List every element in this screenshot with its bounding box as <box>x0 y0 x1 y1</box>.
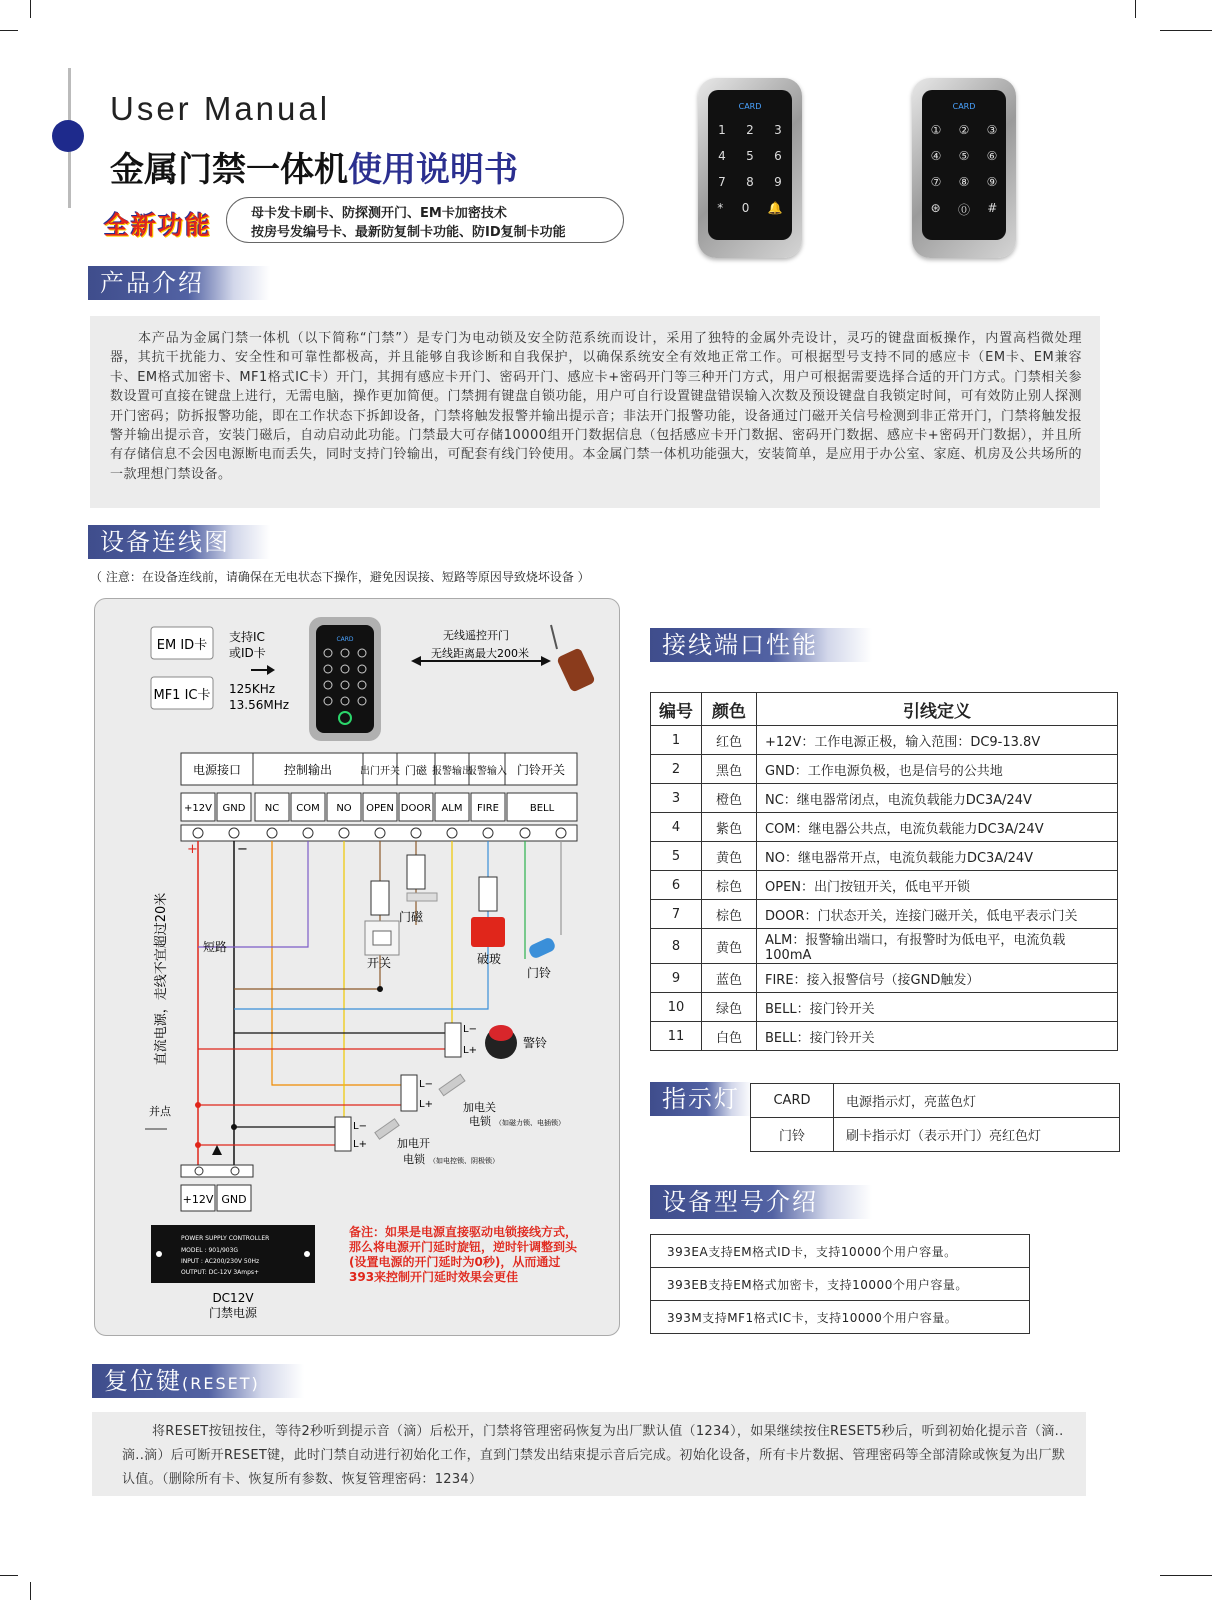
arrow-right-icon <box>251 665 275 675</box>
table-row <box>651 1268 1030 1301</box>
terminal-no: NO <box>336 803 352 814</box>
port-definition: BELL：接门铃开关 <box>757 993 1118 1022</box>
lock2-line1: 加电开 <box>397 1137 430 1150</box>
lock2-line2: 电锁 <box>403 1153 425 1166</box>
features-capsule <box>226 197 624 243</box>
keypad-row <box>708 175 792 189</box>
indicator-table <box>750 1083 1120 1152</box>
wiring-note: （ 注意：在设备连线前，请确保在无电状态下操作，避免因误接、短路等原因导致烧坏设备 ） <box>90 570 590 584</box>
psu-screw <box>304 1251 310 1257</box>
crop-mark <box>0 1575 18 1576</box>
crop-mark <box>30 1582 31 1600</box>
alarm-label: 警铃 <box>523 1036 548 1050</box>
lock1-line1: 加电关 <box>463 1101 496 1114</box>
port-definition: FIRE：接入报警信号（接GND触发） <box>757 964 1118 993</box>
junction-dot <box>231 1124 237 1130</box>
port-color: 红色 <box>702 726 757 755</box>
keypad-key: 3 <box>774 123 782 137</box>
terminal-fire: FIRE <box>477 803 499 814</box>
crop-mark <box>30 0 31 18</box>
keypad-key: 🔔 <box>767 201 783 215</box>
port-definition: COM：继电器公共点，电流负载能力DC3A/24V <box>757 813 1118 842</box>
crop-mark <box>1160 1575 1212 1576</box>
header-dot <box>52 120 84 152</box>
arrow-up-icon <box>212 1145 222 1155</box>
terminal-gnd: GND <box>222 803 246 814</box>
table-row <box>651 1022 1118 1051</box>
user-manual-title: User Manual <box>110 90 331 127</box>
port-color: 黑色 <box>702 755 757 784</box>
port-color: 棕色 <box>702 871 757 900</box>
remote-line-2: 无线距离最大200米 <box>431 647 529 660</box>
keypad-key: ⑨ <box>986 175 998 189</box>
door-sensor-label: 门磁 <box>399 910 424 924</box>
keypad-key: 5 <box>746 149 754 163</box>
port-number: 5 <box>651 842 702 871</box>
short-label: 短路 <box>203 940 228 954</box>
port-color: 白色 <box>702 1022 757 1051</box>
lock2-l-minus: L− <box>353 1121 367 1132</box>
remote-antenna <box>551 625 557 649</box>
keypad-key: 4 <box>718 149 726 163</box>
fire-terminal <box>479 877 497 911</box>
card-label: CARD <box>738 102 762 111</box>
group-alarm-in: 报警输入 <box>467 766 507 777</box>
port-number: 4 <box>651 813 702 842</box>
reset-heading <box>92 1364 304 1398</box>
indicator-name: CARD <box>751 1084 834 1118</box>
crop-mark <box>1160 30 1212 31</box>
keypad-key: ⑤ <box>958 149 970 163</box>
port-definition: BELL：接门铃开关 <box>757 1022 1118 1051</box>
port-color: 黄色 <box>702 842 757 871</box>
port-definition: ALM：报警输出端口，有报警时为低电平，电流负载100mA <box>757 929 1118 964</box>
psu-terminal-gnd: GND <box>221 1193 247 1206</box>
em-card-label: EM ID卡 <box>156 638 208 653</box>
group-alarm-out: 报警输出 <box>432 766 472 777</box>
door-terminal <box>407 855 425 889</box>
port-number: 1 <box>651 726 702 755</box>
break-glass-label: 破玻 <box>477 952 502 966</box>
terminal-com: COM <box>296 803 320 814</box>
keypad-key: 8 <box>746 175 754 189</box>
model-row: 393M支持MF1格式IC卡，支持10000个用户容量。 <box>651 1301 1030 1334</box>
group-exit: 出门开关 <box>360 766 400 777</box>
port-number: 7 <box>651 900 702 929</box>
wiring-diagram <box>94 598 620 1336</box>
crop-mark <box>0 30 18 31</box>
lock2-terminal <box>335 1117 351 1151</box>
keypad-row <box>708 123 792 137</box>
keypad-key: 6 <box>774 149 782 163</box>
exit-switch-button <box>373 931 391 945</box>
table-row <box>651 784 1118 813</box>
terminal-nc: NC <box>264 803 280 814</box>
intro-heading: 产品介绍 <box>88 266 270 300</box>
lock1-l-minus: L− <box>419 1079 433 1090</box>
freq-2: 13.56MHz <box>229 698 290 712</box>
page-title <box>110 142 518 191</box>
table-row <box>651 1235 1030 1268</box>
keypad-key: 2 <box>746 123 754 137</box>
lock1-terminal <box>401 1075 417 1111</box>
lock2-l-plus: L+ <box>353 1139 367 1150</box>
keypad-device-image-alt <box>912 78 1016 258</box>
lock1-icon <box>439 1074 465 1095</box>
wire-yellow <box>335 841 344 1127</box>
keypad-device-image <box>698 78 802 258</box>
indicator-desc: 刷卡指示灯（表示开门）亮红色灯 <box>834 1118 1120 1152</box>
psu-model: MODEL : 901/903G <box>181 1247 239 1254</box>
wiring-remark: 备注：如果是电源直接驱动电锁接线方式，那么将电源开门延时旋钮，逆时针调整到头(设置电源的开门延时为0秒)，从而通过393来控制开门延时效果会更佳 <box>349 1225 578 1284</box>
table-row <box>751 1084 1120 1118</box>
support-line-2: 或ID卡 <box>229 646 266 660</box>
ports-heading: 接线端口性能 <box>650 628 872 662</box>
table-row <box>651 726 1118 755</box>
junction-dot <box>195 1142 201 1148</box>
indicator-desc: 电源指示灯，亮蓝色灯 <box>834 1084 1120 1118</box>
port-color: 绿色 <box>702 993 757 1022</box>
terminal-open: OPEN <box>366 803 394 814</box>
table-row <box>651 1301 1030 1334</box>
keypad-key: ⊛ <box>930 201 941 215</box>
keypad-key: 9 <box>774 175 782 189</box>
ports-header-num: 编号 <box>651 693 702 726</box>
arrow-right-icon <box>541 656 551 666</box>
support-line-1: 支持IC <box>229 630 265 644</box>
keypad-keys <box>708 123 792 215</box>
port-number: 9 <box>651 964 702 993</box>
keypad-row <box>708 201 792 215</box>
reset-text: 将RESET按钮按住，等待2秒听到提示音（滴）后松开，门禁将管理密码恢复为出厂默认值（1234），如果继续按住RESET5秒后，听到初始化提示音（滴..滴..滴）后可断开RESET键，此时门禁自动进行初始化工作，直到门禁发出结束提示音后完成。初始化设备，所有卡片数据、管理密码等全部清除或恢复为出厂默认值。（删除所有卡、恢复所有参数、恢复管理密码：1234） <box>122 1424 1066 1487</box>
models-heading: 设备型号介绍 <box>650 1185 872 1219</box>
keypad-row <box>922 175 1006 189</box>
psu-label-2: 门禁电源 <box>208 1306 258 1320</box>
break-glass-icon <box>471 917 505 947</box>
screw-row <box>181 825 577 841</box>
lock2-icon <box>375 1119 399 1139</box>
mini-card-label: CARD <box>336 636 354 643</box>
new-features-badge: 全新功能 <box>104 211 213 240</box>
keypad-key: 7 <box>718 175 726 189</box>
keypad-key: ② <box>958 123 970 137</box>
keypad-key: ⑥ <box>986 149 998 163</box>
psu-input: INPUT : AC200/230V 50Hz <box>181 1258 260 1265</box>
plus-sign: + <box>187 842 198 857</box>
parallel-label: 并点 <box>149 1105 171 1118</box>
table-row <box>651 755 1118 784</box>
psu-screw <box>156 1251 162 1257</box>
lock1-note: （如磁力锁、电插锁） <box>495 1119 565 1127</box>
keypad-key: ⓪ <box>957 203 970 217</box>
lock1-line2: 电锁 <box>469 1115 491 1128</box>
terminal-door: DOOR <box>400 803 432 814</box>
port-number: 6 <box>651 871 702 900</box>
terminal-alm: ALM <box>441 803 463 814</box>
wire-purple <box>198 841 308 947</box>
ports-table-body <box>651 726 1118 1051</box>
arrow-left-icon <box>411 656 421 666</box>
freq-1: 125KHz <box>229 682 276 696</box>
keypad-key: ⑦ <box>930 175 942 189</box>
door-sensor-icon <box>407 893 437 901</box>
port-definition: NC：继电器常闭点，电流负载能力DC3A/24V <box>757 784 1118 813</box>
indicator-name: 门铃 <box>751 1118 834 1152</box>
keypad-row <box>922 201 1006 218</box>
model-row: 393EA支持EM格式ID卡，支持10000个用户容量。 <box>651 1235 1030 1268</box>
port-definition: +12V：工作电源正极，输入范围：DC9-13.8V <box>757 726 1118 755</box>
vertical-label: 直流电源，走线不宜超过20米 <box>154 892 169 1066</box>
port-number: 3 <box>651 784 702 813</box>
table-row <box>651 871 1118 900</box>
port-definition: NO：继电器常开点，电流负载能力DC3A/24V <box>757 842 1118 871</box>
psu-title: POWER SUPPLY CONTROLLER <box>181 1235 270 1242</box>
keypad-key: ④ <box>930 149 942 163</box>
table-row <box>651 842 1118 871</box>
exit-terminal <box>371 881 389 915</box>
port-definition: OPEN：出门按钮开关，低电平开锁 <box>757 871 1118 900</box>
lock1-l-plus: L+ <box>419 1099 433 1110</box>
remote-line-1: 无线遥控开门 <box>443 629 509 642</box>
ports-header-def: 引线定义 <box>757 693 1118 726</box>
group-control: 控制输出 <box>283 763 333 777</box>
wire-brown-open <box>234 841 380 989</box>
keypad-key: ⑧ <box>958 175 970 189</box>
table-row <box>651 964 1118 993</box>
minus-sign: − <box>237 842 248 857</box>
psu-label-1: DC12V <box>212 1291 254 1305</box>
reset-box <box>92 1412 1086 1496</box>
terminal-12v: +12V <box>184 803 212 814</box>
table-row <box>651 900 1118 929</box>
lock2-note: （如电控锁、阴极锁） <box>429 1157 499 1165</box>
table-row <box>651 813 1118 842</box>
keypad-row <box>922 149 1006 163</box>
ports-header-color: 颜色 <box>702 693 757 726</box>
port-definition: DOOR：门状态开关，连接门磁开关，低电平表示门关 <box>757 900 1118 929</box>
card-label: CARD <box>952 102 976 111</box>
page-title-black: 金属门禁一体机 <box>110 150 348 190</box>
crop-mark <box>1135 0 1136 18</box>
group-power: 电源接口 <box>192 763 242 777</box>
doorbell-label: 门铃 <box>527 966 552 980</box>
intro-text: 本产品为金属门禁一体机（以下简称“门禁”）是专门为电动锁及安全防范系统而设计，采用了独特的金属外壳设计，灵巧的键盘面板操作，内置高档微处理器，其抗干扰能力、安全性和可靠性都极高，并且能够自我诊断和自我保护，以确保系统安全有效地正常工作。可根据型号支持不同的感应卡（EM卡、EM兼容卡、EM格式加密卡、MF1格式IC卡）开门，其拥有感应卡开门、密码开门、感应卡+密码开门等三种开门方式，用户可根据需要选择合适的开门方式。门禁相关参数设置可直接在键盘上进行，无需电脑，操作更加简便。门禁拥有键盘自锁功能，用户可自行设置键盘错误输入次数及预设键盘自我锁定时间，可有效防止别人探测开门密码；防拆报警功能，即在工作状态下拆卸设备，门禁将触发报警并输出提示音；非法开门报警功能，设备通过门磁开关信号检测到非正常开门，门禁将触发报警并输出提示音，安装门磁后，自动启动此功能。门禁最大可存储10000组开门数据信息（包括感应卡开门数据、密码开门数据、感应卡+密码开门数据），并且所有存储信息不会因电源断电而丢失，同时支持门铃输出，可配套有线门铃使用。本金属门禁一体机功能强大，安装简单，是应用于办公室、家庭、机房及公共场所的一款理想门禁设备。 <box>110 331 1083 482</box>
alarm-l-minus: L− <box>463 1024 477 1035</box>
ports-table <box>650 692 1118 1051</box>
port-number: 11 <box>651 1022 702 1051</box>
port-color: 紫色 <box>702 813 757 842</box>
table-row <box>751 1118 1120 1152</box>
junction-dot <box>377 986 383 992</box>
reset-heading-sub: (RESET) <box>182 1374 260 1393</box>
alarm-terminal <box>445 1023 461 1057</box>
keypad-row <box>922 123 1006 137</box>
reset-heading-main: 复位键 <box>104 1367 182 1395</box>
model-row: 393EB支持EM格式加密卡，支持10000个用户容量。 <box>651 1268 1030 1301</box>
terminal-bell: BELL <box>529 803 555 814</box>
doorbell-icon <box>527 936 556 960</box>
switch-label: 开关 <box>367 956 392 970</box>
keypad-keys <box>922 123 1006 218</box>
port-definition: GND：工作电源负极，也是信号的公共地 <box>757 755 1118 784</box>
wiring-heading: 设备连线图 <box>88 525 270 559</box>
keypad-key: ③ <box>986 123 998 137</box>
group-door: 门磁 <box>405 764 427 777</box>
keypad-key: 1 <box>718 123 726 137</box>
psu-terminal-12v: +12V <box>182 1193 214 1206</box>
siren-top <box>489 1025 513 1041</box>
keypad-key: # <box>987 201 998 215</box>
port-color: 橙色 <box>702 784 757 813</box>
keypad-key: ① <box>930 123 942 137</box>
models-table <box>650 1234 1030 1334</box>
table-row <box>651 929 1118 964</box>
mf1-card-label: MF1 IC卡 <box>153 688 211 703</box>
port-color: 棕色 <box>702 900 757 929</box>
intro-box <box>90 316 1100 508</box>
keypad-row <box>708 149 792 163</box>
psu-output: OUTPUT: DC-12V 3Amps+ <box>181 1269 260 1276</box>
table-row <box>651 993 1118 1022</box>
page-title-blue: 使用说明书 <box>348 150 518 190</box>
features-line-1: 母卡发卡刷卡、防探测开门、EM卡加密技术 <box>251 206 507 221</box>
port-color: 蓝色 <box>702 964 757 993</box>
group-bell: 门铃开关 <box>516 763 566 777</box>
port-number: 8 <box>651 929 702 964</box>
keypad-key: * <box>717 201 724 215</box>
remote-control-icon <box>556 647 596 692</box>
alarm-l-plus: L+ <box>463 1045 477 1056</box>
port-number: 2 <box>651 755 702 784</box>
port-color: 黄色 <box>702 929 757 964</box>
psu-screw-row <box>181 1165 253 1177</box>
features-line-2: 按房号发编号卡、最新防复制卡功能、防ID复制卡功能 <box>251 225 566 240</box>
indicator-heading: 指示灯 <box>650 1082 752 1116</box>
keypad-key: 0 <box>741 201 750 215</box>
junction-dot <box>195 1102 201 1108</box>
port-number: 10 <box>651 993 702 1022</box>
